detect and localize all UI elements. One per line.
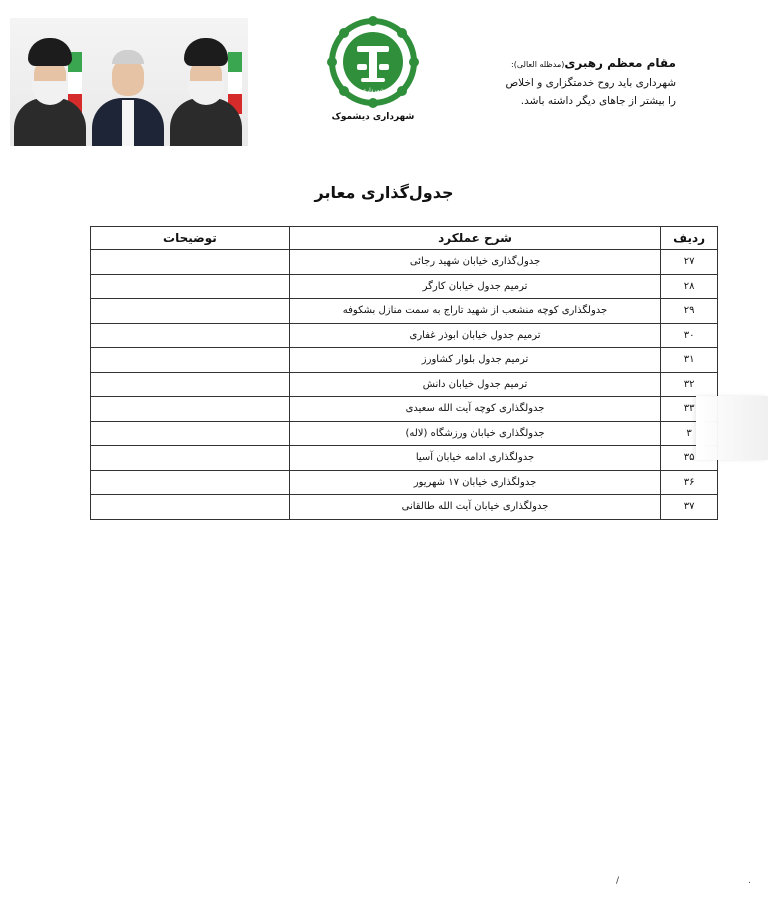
table-row xyxy=(91,495,718,520)
row-description: جدول‌گذاری خیابان شهید رجائی xyxy=(289,250,660,275)
header-notes: توضیحات xyxy=(91,227,290,250)
row-description: ترمیم جدول بلوار کشاورز xyxy=(289,348,660,373)
table-row xyxy=(91,274,718,299)
row-notes xyxy=(91,470,290,495)
row-description: جدولگذاری خیابان ورزشگاه (لاله) xyxy=(289,421,660,446)
portrait-figure-right xyxy=(166,26,246,146)
table-header-row xyxy=(91,227,718,250)
municipality-logo xyxy=(318,14,428,140)
municipality-emblem-icon xyxy=(325,14,421,110)
row-index: ۳۲ xyxy=(661,372,718,397)
logo-caption: شهرداری دیشموک xyxy=(331,112,415,122)
row-notes xyxy=(91,397,290,422)
row-description: جدولگذاری خیابان آیت الله طالقانی xyxy=(289,495,660,520)
row-notes xyxy=(91,495,290,520)
row-notes xyxy=(91,421,290,446)
row-index: ۳۷ xyxy=(661,495,718,520)
row-description: جدولگذاری ادامه خیابان آسیا xyxy=(289,446,660,471)
table-row xyxy=(91,323,718,348)
row-description: جدولگذاری خیابان ۱۷ شهریور xyxy=(289,470,660,495)
table-row xyxy=(91,470,718,495)
letterhead xyxy=(0,0,768,160)
row-notes xyxy=(91,250,290,275)
table-row xyxy=(91,250,718,275)
table-row xyxy=(91,372,718,397)
table-row xyxy=(91,348,718,373)
row-index: ۳۳ xyxy=(661,397,718,422)
row-index: ۳۵ xyxy=(661,446,718,471)
row-index: ۳۰ xyxy=(661,323,718,348)
row-description: ترمیم جدول خیابان کارگر xyxy=(289,274,660,299)
row-description: جدولگذاری کوچه آیت الله سعیدی xyxy=(289,397,660,422)
leader-quote xyxy=(436,54,676,110)
row-description: ترمیم جدول خیابان دانش xyxy=(289,372,660,397)
folded-paper-overlay xyxy=(696,396,768,460)
document-title: جدول‌گذاری معابر xyxy=(314,183,454,202)
row-index: ۲۹ xyxy=(661,299,718,324)
footer-mark-right: . xyxy=(748,876,751,886)
row-notes xyxy=(91,348,290,373)
row-index: ۳ xyxy=(661,421,718,446)
header-description: شرح عملکرد xyxy=(289,227,660,250)
table-row xyxy=(91,299,718,324)
row-notes xyxy=(91,323,290,348)
row-description: ترمیم جدول خیابان ابوذر غفاری xyxy=(289,323,660,348)
row-notes xyxy=(91,274,290,299)
quote-line-1: شهرداری باید روح خدمتگزاری و اخلاص xyxy=(505,77,676,89)
leaders-portrait-banner xyxy=(10,18,248,146)
quote-title-suffix: (مدظله العالی): xyxy=(511,60,565,69)
portrait-figure-center xyxy=(88,26,168,146)
row-index: ۳۱ xyxy=(661,348,718,373)
footer-mark-left: / xyxy=(616,876,620,886)
quote-line-2: را بیشتر از جاهای دیگر داشته باشد. xyxy=(520,95,676,107)
row-index: ۲۸ xyxy=(661,274,718,299)
header-index: ردیف xyxy=(661,227,718,250)
logo-mark-text: شهرداری xyxy=(361,87,385,94)
row-notes xyxy=(91,372,290,397)
row-notes xyxy=(91,446,290,471)
row-description: جدولگذاری کوچه منشعب از شهید تاراج به سمت منازل بشکوفه xyxy=(289,299,660,324)
portrait-figure-left xyxy=(10,26,90,146)
row-index: ۳۶ xyxy=(661,470,718,495)
row-index: ۲۷ xyxy=(661,250,718,275)
row-notes xyxy=(91,299,290,324)
works-table xyxy=(90,226,718,520)
quote-title: مقام معظم رهبری xyxy=(564,56,676,70)
table-row xyxy=(91,397,718,422)
table-row xyxy=(91,421,718,446)
table-row xyxy=(91,446,718,471)
